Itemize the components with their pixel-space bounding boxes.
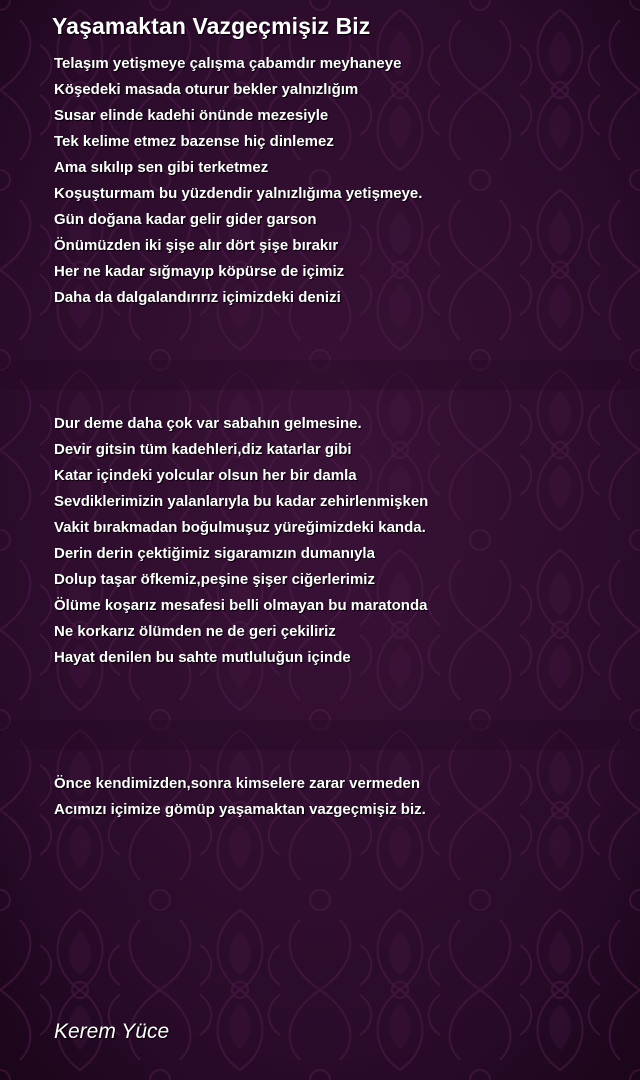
poem-line: Köşedeki masada oturur bekler yalnızlığım [54,81,359,98]
poem-stanza-3 [54,771,426,823]
poem-line: Acımızı içimize gömüp yaşamaktan vazgeçmişiz biz. [54,801,426,818]
poem-line: Sevdiklerimizin yalanlarıyla bu kadar zehirlenmişken [54,493,429,510]
poem-line: Koşuşturmam bu yüzdendir yalnızlığıma yetişmeye. [54,185,423,202]
poem-line: Her ne kadar sığmayıp köpürse de içimiz [54,263,345,280]
poem-line: Dur deme daha çok var sabahın gelmesine. [54,415,362,432]
poem-line: Katar içindeki yolcular olsun her bir damla [54,467,357,484]
poem-title: Yaşamaktan Vazgeçmişiz Biz [52,13,371,39]
poem-line: Tek kelime etmez bazense hiç dinlemez [54,133,334,150]
poem-line: Telaşım yetişmeye çalışma çabamdır meyhaneye [54,55,402,72]
poem-line: Derin derin çektiğimiz sigaramızın dumanıyla [54,545,375,562]
poem-line: Ne korkarız ölümden ne de geri çekiliriz [54,623,336,640]
poem-line: Vakit bırakmadan boğulmuşuz yüreğimizdeki kanda. [54,519,426,536]
poem-line: Önümüzden iki şişe alır dört şişe bırakır [54,237,339,254]
poem-line: Devir gitsin tüm kadehleri,diz katarlar gibi [54,441,352,458]
poem-line: Hayat denilen bu sahte mutluluğun içinde [54,649,351,666]
poem-line: Önce kendimizden,sonra kimselere zarar vermeden [54,775,420,792]
poem-stanza-1 [54,51,422,311]
poem-line: Ama sıkılıp sen gibi terketmez [54,159,269,176]
poem-line: Susar elinde kadehi önünde mezesiyle [54,107,329,124]
poem-line: Ölüme koşarız mesafesi belli olmayan bu maratonda [54,597,428,614]
poem-line: Dolup taşar öfkemiz,peşine şişer ciğerlerimiz [54,571,375,588]
poem-author: Kerem Yüce [54,1020,170,1043]
poem-line: Gün doğana kadar gelir gider garson [54,211,317,228]
poem-stanza-2 [54,411,428,671]
poem-line: Daha da dalgalandırırız içimizdeki denizi [54,289,341,306]
